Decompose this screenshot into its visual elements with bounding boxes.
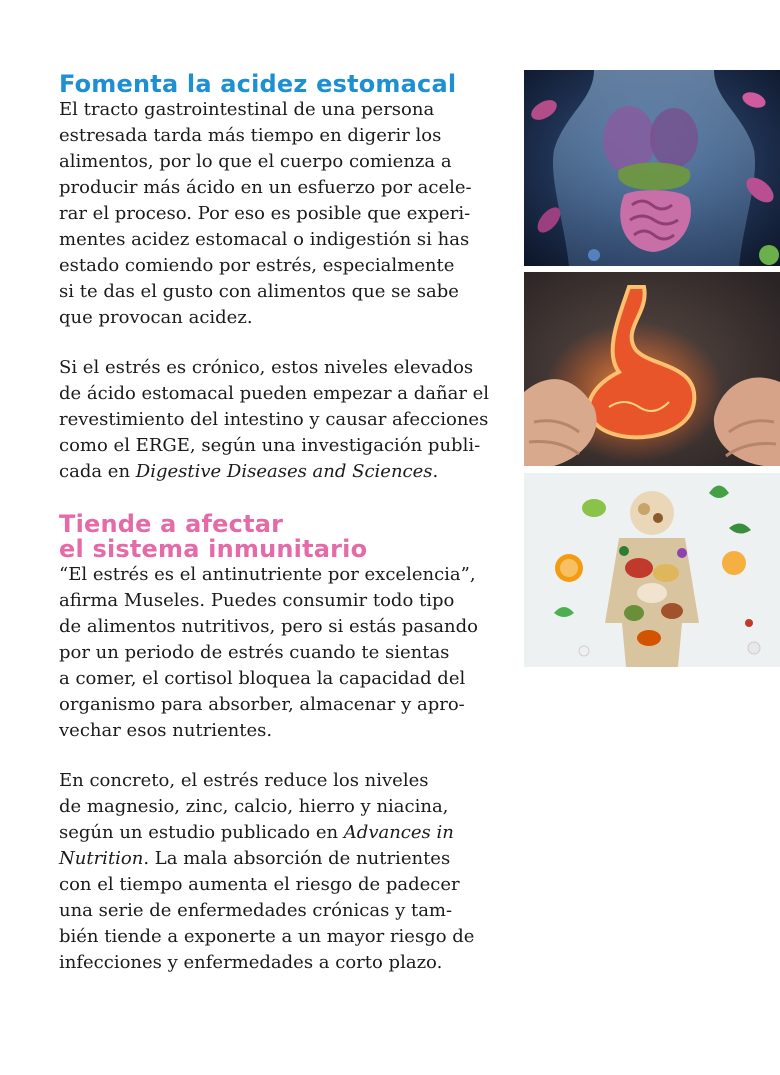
text-line: estado comiendo por estrés, especialmente [59,255,455,276]
heading-text: Fomenta la acidez estomacal [59,70,457,98]
text-line: con el tiempo aumenta el riesgo de padecer [59,874,460,895]
text-line: si te das el gusto con alimentos que se sabe [59,281,459,302]
text-line: de alimentos nutritivos, pero si estás pasando [59,616,478,637]
paragraph-spacer [59,331,504,355]
text-line: Si el estrés es crónico, estos niveles elevados [59,357,474,378]
paragraph-acidez-2 [59,355,504,485]
paragraph-inmunitario-1 [59,562,504,744]
text-fragment: . [432,461,439,482]
text-line [59,459,504,485]
text-line: vechar esos nutrientes. [59,720,273,741]
text-line: organismo para absorber, almacenar y apro- [59,694,465,715]
glowing-stomach-icon [524,272,780,466]
text-line: que provocan acidez. [59,307,253,328]
digestive-system-illustration [524,70,780,266]
food-body-icon [524,473,780,667]
text-line: “El estrés es el antinutriente por excelencia”, [59,564,476,585]
text-line: afirma Museles. Puedes consumir todo tipo [59,590,455,611]
text-line: de ácido estomacal pueden empezar a dañar el [59,383,490,404]
paragraph-spacer [59,744,504,768]
text-line: producir más ácido en un esfuerzo por acele- [59,177,472,198]
glowing-stomach-photo [524,272,780,466]
text-line: infecciones y enfermedades a corto plazo. [59,952,443,973]
journal-title: Digestive Diseases and Sciences [135,461,433,482]
text-fragment: . La mala absorción de nutrientes [143,848,451,869]
text-fragment: según un estudio publicado en [59,822,344,843]
text-line [59,846,504,872]
digestive-system-icon [524,70,780,266]
text-line: una serie de enfermedades crónicas y tam- [59,900,453,921]
paragraph-inmunitario-2 [59,768,504,976]
journal-title-part: Nutrition [59,848,144,869]
paragraph-acidez-1 [59,97,504,331]
text-line: alimentos, por lo que el cuerpo comienza a [59,151,452,172]
heading-line-1: Tiende a afectar [59,510,284,538]
text-line: En concreto, el estrés reduce los niveles [59,770,429,791]
text-line: bién tiende a exponerte a un mayor riesgo de [59,926,475,947]
food-human-silhouette-photo [524,473,780,667]
text-line: como el ERGE, según una investigación publi- [59,435,481,456]
text-line: revestimiento del intestino y causar afecciones [59,409,489,430]
section-heading-inmunitario [59,512,504,562]
text-line: de magnesio, zinc, calcio, hierro y niacina, [59,796,449,817]
text-line: El tracto gastrointestinal de una persona [59,99,435,120]
article-text-column [59,72,504,976]
text-line: rar el proceso. Por eso es posible que experi- [59,203,471,224]
text-line: por un periodo de estrés cuando te sientas [59,642,450,663]
text-line [59,820,504,846]
heading-line-2: el sistema inmunitario [59,535,368,563]
journal-title-part: Advances in [343,822,454,843]
section-heading-acidez [59,72,504,97]
section-spacer [59,485,504,512]
text-line: mentes acidez estomacal o indigestión si has [59,229,470,250]
text-line: a comer, el cortisol bloquea la capacidad del [59,668,466,689]
text-line: estresada tarda más tiempo en digerir los [59,125,442,146]
text-fragment: cada en [59,461,136,482]
